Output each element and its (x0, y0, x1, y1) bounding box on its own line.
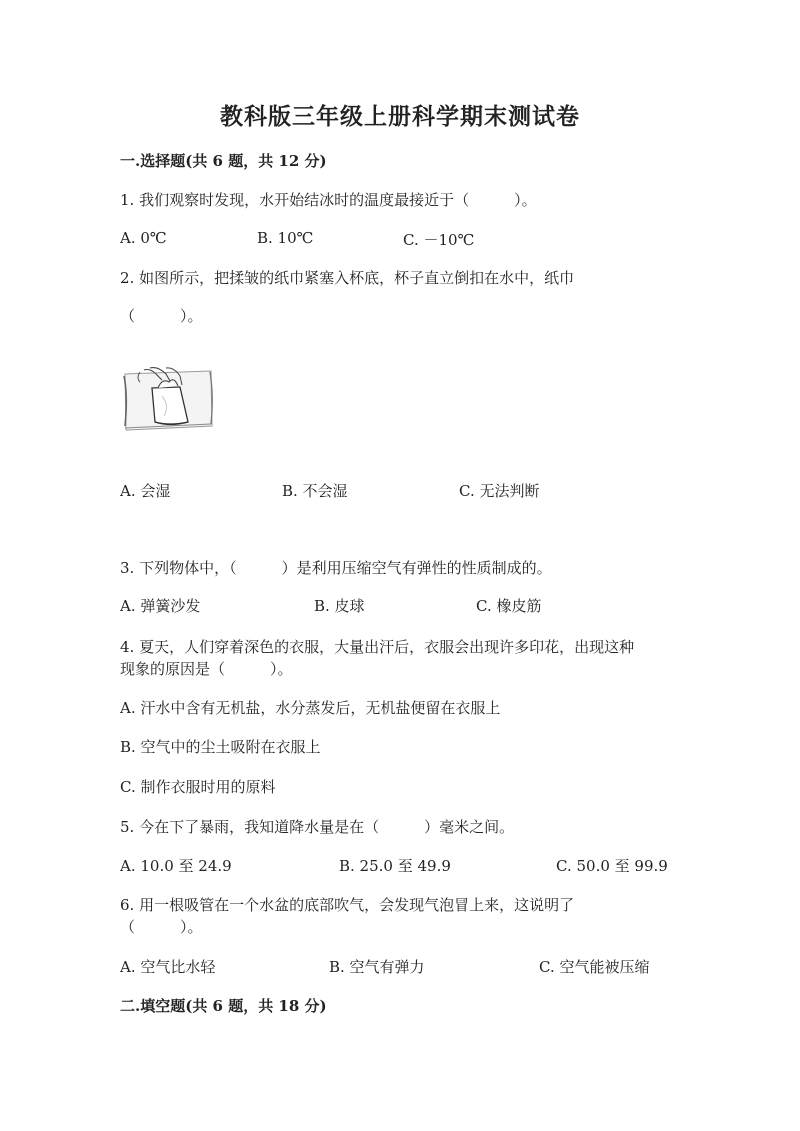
question-text: 3. 下列物体中，（ ）是利用压缩空气有弹性的性质制成的。 (120, 559, 552, 577)
question-text: 2. 如图所示，把揉皱的纸巾紧塞入杯底，杯子直立倒扣在水中，纸巾 (120, 269, 575, 287)
option-c: C. 50.0 至 99.9 (556, 857, 668, 875)
option-a: A. 空气比水轻 (120, 958, 216, 976)
question-text: 6. 用一根吸管在一个水盆的底部吹气，会发现气泡冒上来，这说明了 (120, 896, 575, 914)
option-b: B. 空气有弹力 (329, 958, 425, 976)
option-c: C. 空气能被压缩 (539, 958, 650, 976)
option-c: C. 制作衣服时用的原料 (120, 778, 276, 796)
question-text: （ ）。 (120, 918, 203, 936)
question-text: 4. 夏天，人们穿着深色的衣服，大量出汗后，衣服会出现许多印花，出现这种 (120, 638, 635, 656)
option-b: B. 25.0 至 49.9 (339, 857, 451, 875)
option-a: A. 会湿 (120, 482, 171, 500)
option-c: C. 橡皮筋 (476, 597, 542, 615)
section-heading: 二.填空题(共 6 题，共 18 分) (120, 997, 327, 1015)
option-a: A. 汗水中含有无机盐，水分蒸发后，无机盐便留在衣服上 (120, 699, 501, 717)
section-heading: 一.选择题(共 6 题，共 12 分) (120, 152, 327, 170)
option-a: A. 弹簧沙发 (120, 597, 201, 615)
option-a: A. 0℃ (120, 229, 167, 247)
cup-in-water-figure (122, 366, 214, 434)
option-b: B. 10℃ (257, 229, 314, 247)
question-text: 5. 今在下了暴雨，我知道降水量是在（ ）毫米之间。 (120, 818, 515, 836)
option-b: B. 空气中的尘土吸附在衣服上 (120, 738, 321, 756)
option-b: B. 不会湿 (282, 482, 348, 500)
option-a: A. 10.0 至 24.9 (120, 857, 232, 875)
question-text: 1. 我们观察时发现，水开始结冰时的温度最接近于（ ）。 (120, 191, 537, 209)
cup-illustration-icon (122, 366, 214, 434)
option-c: C. －10℃ (403, 231, 475, 249)
option-c: C. 无法判断 (459, 482, 540, 500)
question-text: 现象的原因是（ ）。 (120, 660, 293, 678)
question-text: （ ）。 (120, 307, 203, 325)
page-title: 教科版三年级上册科学期末测试卷 (220, 103, 580, 130)
option-b: B. 皮球 (314, 597, 365, 615)
